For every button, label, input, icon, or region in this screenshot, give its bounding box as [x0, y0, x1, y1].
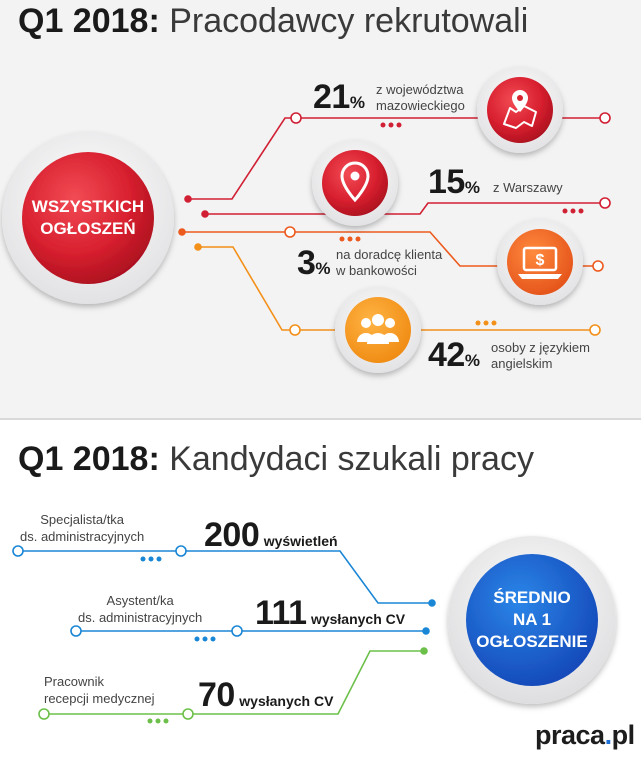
stat-unit: wyświetleń: [263, 533, 338, 549]
stat-value: 3: [297, 244, 316, 282]
hub-label: [22, 152, 154, 284]
label-line: Pracownik: [44, 674, 104, 689]
average-hub-label: [466, 554, 598, 686]
location-pin-icon: [312, 140, 398, 226]
stat-unit: %: [464, 351, 480, 370]
stat-unit: wysłanych CV: [239, 693, 334, 709]
hub-line-2: OGŁOSZEŃ: [40, 219, 136, 238]
label-line: recepcji medycznej: [44, 691, 155, 706]
label-line: z województwa: [376, 82, 464, 97]
line-endpoint: [285, 227, 295, 237]
stat-111: [255, 594, 405, 633]
stat-label: z Warszawy: [493, 180, 563, 195]
line-endpoint: [421, 648, 427, 654]
praca-pl-logo: [535, 720, 635, 751]
stat-value: 21: [313, 78, 350, 116]
line-endpoint: [13, 546, 23, 556]
stat-70: [198, 676, 333, 715]
stat-value: 70: [198, 676, 235, 714]
svg-text:$: $: [535, 252, 545, 269]
job-label-recepcja: [44, 673, 155, 707]
line-endpoint: [590, 325, 600, 335]
line-endpoint: [423, 628, 429, 634]
line-endpoint: [195, 244, 201, 250]
label-line: angielskim: [491, 356, 553, 371]
stat-value: 15: [428, 163, 465, 201]
candidates-title-bold: Q1 2018:: [18, 440, 160, 478]
job-label-asystent: [78, 592, 202, 626]
line-endpoint: [291, 113, 301, 123]
stat-label: [336, 247, 442, 279]
employers-title-rest: Pracodawcy rekrutowali: [169, 2, 529, 40]
hub-line-2: NA 1: [512, 610, 552, 629]
line-endpoint: [600, 198, 610, 208]
stat-warszawa: [428, 163, 480, 202]
candidates-title-rest: Kandydaci szukali pracy: [169, 440, 534, 478]
laptop-dollar-icon: [497, 219, 583, 305]
stat-value: 111: [255, 594, 307, 632]
line-endpoint: [593, 261, 603, 271]
label-line: osoby z językiem: [491, 340, 590, 355]
logo-part: praca: [535, 720, 605, 750]
stat-200: [204, 516, 338, 555]
connector-line-2: [205, 203, 602, 214]
label-line: na doradcę klienta: [336, 247, 443, 262]
line-endpoint: [290, 325, 300, 335]
triple-dots: [195, 637, 216, 642]
line-endpoint: [202, 211, 208, 217]
stat-value: 200: [204, 516, 260, 554]
line-endpoint: [179, 229, 185, 235]
stat-value: 42: [428, 336, 465, 374]
stat-label: [376, 82, 465, 114]
triple-dots: [476, 321, 497, 326]
triple-dots: [340, 237, 361, 242]
logo-dot: .: [604, 720, 612, 750]
line-endpoint: [71, 626, 81, 636]
stat-unit: wysłanych CV: [310, 611, 406, 627]
label-line: mazowieckiego: [376, 98, 465, 113]
stat-english: [428, 336, 480, 375]
stat-unit: %: [464, 178, 480, 197]
employers-title-bold: Q1 2018:: [18, 2, 160, 40]
line-endpoint: [183, 709, 193, 719]
line-endpoint: [429, 600, 435, 606]
map-pin-icon: [477, 67, 563, 153]
triple-dots: [148, 719, 169, 724]
stat-bank-advisor: [297, 244, 331, 283]
line-endpoint: [176, 546, 186, 556]
triple-dots: [563, 209, 584, 214]
triple-dots: [381, 123, 402, 128]
hub-line-1: WSZYSTKICH: [31, 197, 145, 216]
hub-line-1: ŚREDNIO: [493, 588, 571, 607]
label-line: Asystent/ka: [106, 593, 174, 608]
hub-line-3: OGŁOSZENIE: [476, 632, 588, 651]
line-endpoint: [185, 196, 191, 202]
job-label-specjalista: [20, 511, 144, 545]
stat-label: [491, 340, 590, 372]
line-endpoint: [600, 113, 610, 123]
label-line: w bankowości: [336, 263, 417, 278]
line-endpoint: [39, 709, 49, 719]
people-group-icon: [335, 287, 421, 373]
label-line: ds. administracyjnych: [20, 529, 145, 544]
stat-mazowieckie: [313, 78, 365, 117]
label-line: ds. administracyjnych: [78, 610, 203, 625]
label-line: Specjalista/tka: [40, 512, 125, 527]
logo-part: pl: [611, 720, 635, 750]
triple-dots: [141, 557, 162, 562]
line-endpoint: [232, 626, 242, 636]
stat-unit: %: [349, 93, 365, 112]
stat-unit: %: [315, 259, 331, 278]
